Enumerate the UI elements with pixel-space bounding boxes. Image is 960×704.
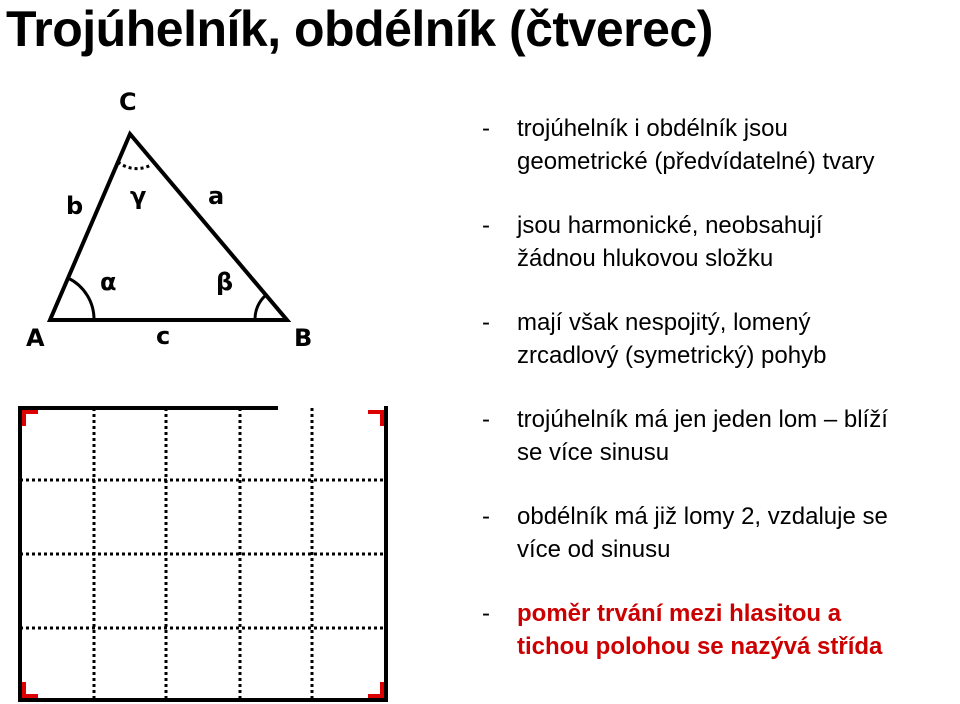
bullet-line: obdélník má již lomy 2, vzdaluje se <box>517 503 888 530</box>
bullet-dash: - <box>482 115 490 142</box>
bullet-line: trojúhelník má jen jeden lom – blíží <box>517 406 888 433</box>
angle-label-alpha: α <box>100 268 117 296</box>
bullet-item <box>476 306 960 372</box>
angle-alpha-arc <box>68 278 94 320</box>
bullet-dash: - <box>482 503 490 530</box>
bullet-dash: - <box>482 406 490 433</box>
bullet-list <box>476 112 960 663</box>
corner-mark-bottom-left <box>24 682 38 696</box>
bullet-dash: - <box>482 212 490 239</box>
vertex-label-a: A <box>26 324 45 352</box>
angle-beta-arc <box>255 295 266 320</box>
bullet-dash: - <box>482 600 490 627</box>
vertex-label-c: C <box>119 88 137 116</box>
bullet-line: jsou harmonické, neobsahují <box>517 212 823 239</box>
bullet-line: žádnou hlukovou složku <box>517 245 774 272</box>
bullet-item <box>476 112 960 178</box>
side-label-b: b <box>66 192 84 220</box>
bullet-item-emphasis <box>476 597 960 663</box>
bullet-line: poměr trvání mezi hlasitou a <box>517 600 842 627</box>
bullet-line: více od sinusu <box>517 536 671 563</box>
side-label-a: a <box>208 182 225 210</box>
page-title: Trojúhelník, obdélník (čtverec) <box>6 1 713 57</box>
bullet-line: geometrické (předvídatelné) tvary <box>517 148 875 175</box>
angle-label-beta: β <box>216 268 234 296</box>
bullet-item <box>476 403 960 469</box>
bullet-line: trojúhelník i obdélník jsou <box>517 115 788 142</box>
triangle-diagram <box>22 86 322 354</box>
grid-dotted-lines <box>20 408 388 700</box>
corner-mark-bottom-right <box>368 682 382 696</box>
bullet-item <box>476 209 960 275</box>
bullet-dash: - <box>482 309 490 336</box>
bullet-line: se více sinusu <box>517 439 670 466</box>
angle-label-gamma: γ <box>130 182 147 210</box>
bullet-line: zrcadlový (symetrický) pohyb <box>517 342 827 369</box>
corner-mark-top-left <box>24 412 38 426</box>
vertex-label-b: B <box>294 324 313 352</box>
bullet-line: tichou polohou se nazývá střída <box>517 633 883 660</box>
bullet-line: mají však nespojitý, lomený <box>517 309 811 336</box>
side-label-c: c <box>156 322 171 350</box>
bullet-item <box>476 500 960 566</box>
rectangle-grid-diagram <box>16 404 392 704</box>
corner-mark-top-right <box>368 412 382 426</box>
angle-gamma-arc <box>118 162 151 169</box>
